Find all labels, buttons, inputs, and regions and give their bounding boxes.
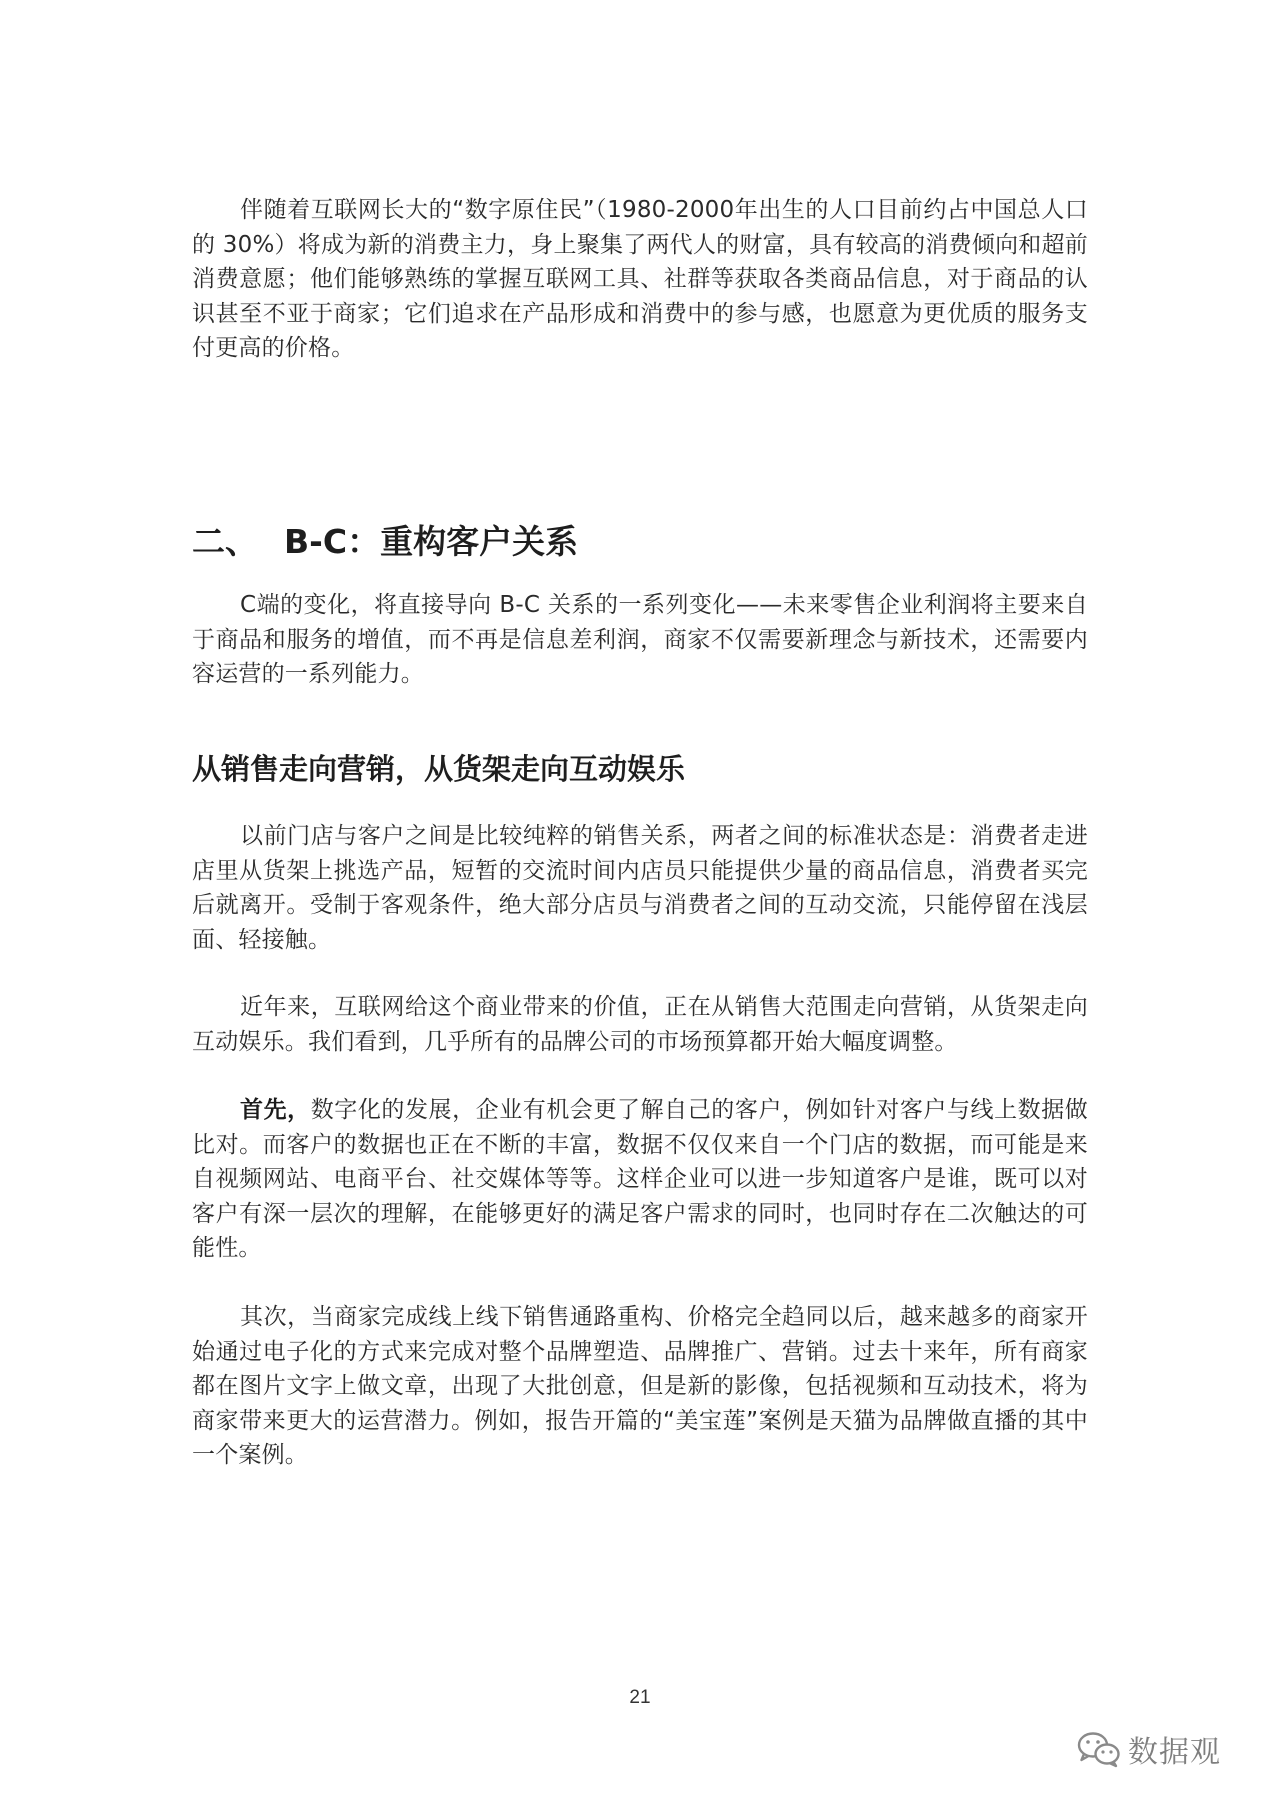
paragraph-second-point: 其次，当商家完成线上线下销售通路重构、价格完全趋同以后，越来越多的商家开始通过电子化的方式来完成对整个品牌塑造、品牌推广、营销。过去十来年，所有商家都在图片文字上做文章，出现了大批创意，但是新的影像，包括视频和互动技术，将为商家带来更大的运营潜力。例如，报告开篇的“美宝莲”案例是天猫为品牌做直播的其中一个案例。 (192, 1304, 1088, 1468)
paragraph-digital-natives: 伴随着互联网长大的“数字原住民”（1980-2000年出生的人口目前约占中国总人口的 30%）将成为新的消费主力，身上聚集了两代人的财富，具有较高的消费倾向和超前消费意愿；他们能够熟练的掌握互联网工具、社群等获取各类商品信息，对于商品的认识甚至不亚于商家；它们追求在产品形成和消费中的参与感，也愿意为更优质的服务支付更高的价格。 (192, 197, 1088, 361)
section-number: 二、 (192, 522, 258, 561)
watermark (1076, 1724, 1221, 1774)
paragraph-body: 数字化的发展，企业有机会更了解自己的客户，例如针对客户与线上数据做比对。而客户的数据也正在不断的丰富，数据不仅仅来自一个门店的数据，而可能是来自视频网站、电商平台、社交媒体等等。这样企业可以进一步知道客户是谁，既可以对客户有深一层次的理解，在能够更好的满足客户需求的同时，也同时存在二次触达的可能性。 (192, 1097, 1088, 1261)
paragraph-internet-value: 近年来，互联网给这个商业带来的价值，正在从销售大范围走向营销，从货架走向互动娱乐。我们看到，几乎所有的品牌公司的市场预算都开始大幅度调整。 (192, 994, 1088, 1055)
paragraph-store-relationship: 以前门店与客户之间是比较纯粹的销售关系，两者之间的标准状态是：消费者走进店里从货架上挑选产品，短暂的交流时间内店员只能提供少量的商品信息，消费者买完后就离开。受制于客观条件，绝大部分店员与消费者之间的互动交流，只能停留在浅层面、轻接触。 (192, 823, 1088, 953)
watermark-text: 数据观 (1128, 1735, 1221, 1770)
paragraph-first-point (192, 1093, 1088, 1266)
paragraph-bc-relationship: C端的变化，将直接导向 B-C 关系的一系列变化——未来零售企业利润将主要来自于商品和服务的增值，而不再是信息差利润，商家不仅需要新理念与新技术，还需要内容运营的一系列能力。 (192, 592, 1088, 687)
section-heading (192, 518, 578, 566)
page-number: 21 (629, 1687, 651, 1708)
section-title: B-C：重构客户关系 (284, 522, 579, 561)
sub-heading: 从销售走向营销，从货架走向互动娱乐 (192, 752, 686, 786)
wechat-icon (1076, 1729, 1122, 1769)
paragraph-lead: 首先， (240, 1097, 311, 1123)
